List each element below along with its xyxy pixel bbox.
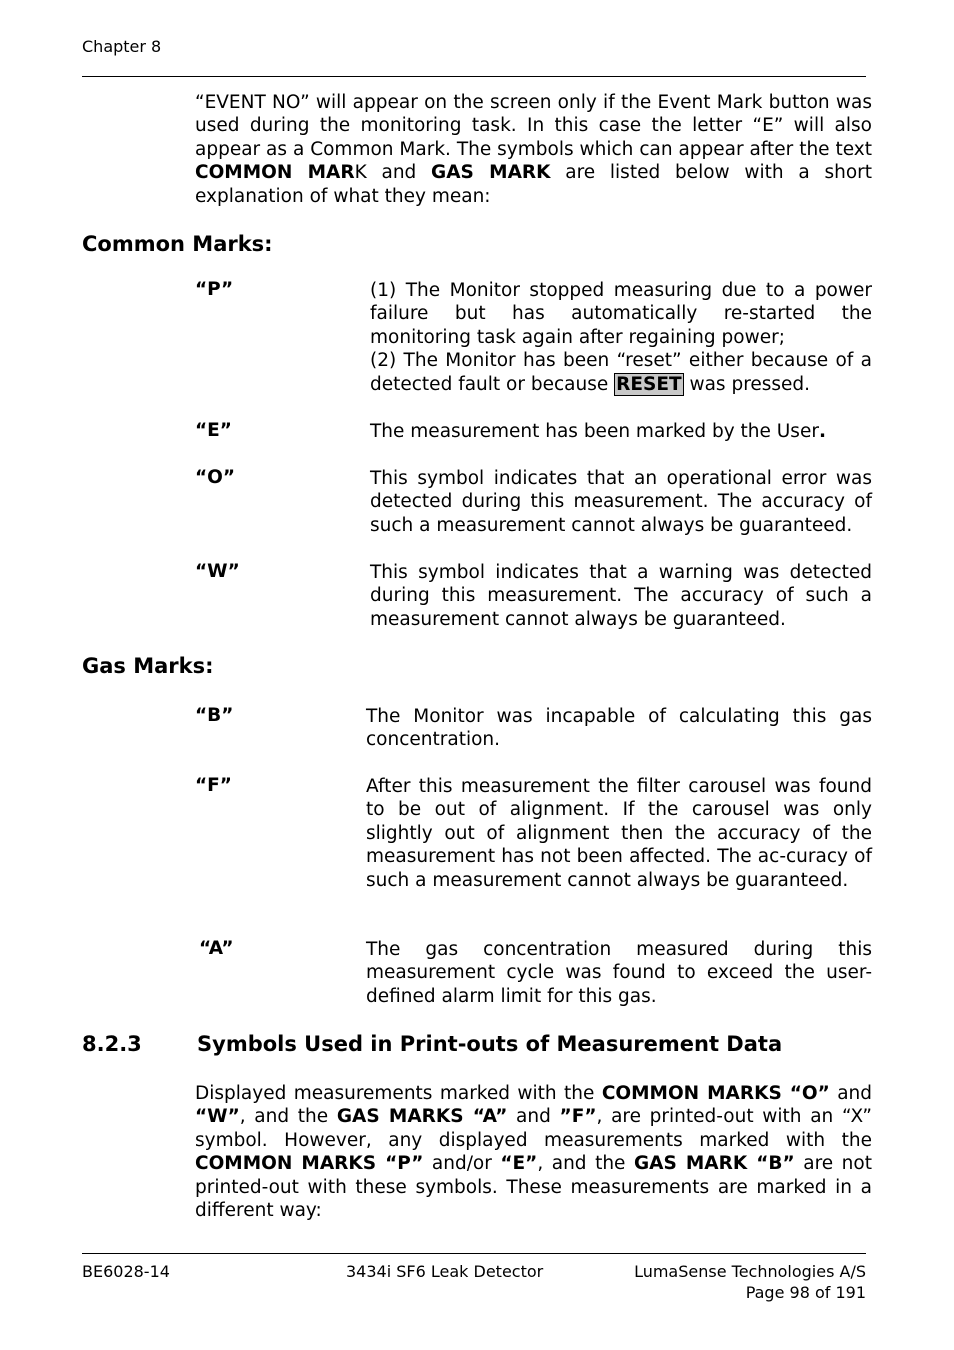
section-paragraph — [195, 1082, 872, 1222]
section-bold-1: COMMON MARKS “O” — [601, 1083, 830, 1104]
symbol-b-description: The Monitor was incapable of calculating this gas concentration. — [366, 706, 872, 751]
section-text-8: are not printed-out with these symbols. These measurements are marked in a different way: — [195, 1153, 872, 1222]
reset-key: RESET — [616, 373, 682, 395]
symbol-p-desc-1: (1) The Monitor stopped measuring due to a power failure but has automatically re-started the monitoring task again after regaining power; — [370, 280, 872, 348]
section-text-1: Displayed measurements marked with the — [195, 1083, 602, 1104]
section-bold-6: “E” — [500, 1153, 538, 1175]
intro-text-2: K and — [354, 162, 432, 184]
symbol-p-desc-2 — [370, 349, 872, 396]
section-text-3: , and the — [239, 1106, 337, 1128]
section-bold-2: “W” — [195, 1106, 240, 1128]
section-bold-5: COMMON MARKS “P” — [195, 1153, 424, 1175]
symbol-p-desc-2-end: was pressed. — [683, 373, 811, 395]
symbol-e-desc-text: The measurement has been marked by the User — [370, 421, 819, 442]
symbol-a: “A” — [199, 938, 234, 959]
symbol-o-description: This symbol indicates that an operational error was detected during this measurement. The accuracy of such a measurement cannot always be guaranteed. — [370, 468, 872, 536]
symbol-a-description: The gas concentration measured during this measurement cycle was found to exceed the user-defined alarm limit for this gas. — [366, 939, 872, 1007]
symbol-e-desc-dot: . — [818, 421, 826, 442]
symbol-f-description: After this measurement the filter carousel was found to be out of alignment. If the carousel was only slightly out of alignment then the accuracy of the measurement has not been affected. The ac-curacy of such a measurement cannot always be guaranteed. — [366, 776, 872, 891]
symbol-p: “P” — [195, 279, 234, 300]
section-bold-3: GAS MARKS “A” — [336, 1106, 508, 1128]
intro-paragraph — [195, 91, 872, 208]
section-text-6: and/or — [423, 1153, 501, 1175]
footer-doc-id: BE6028-14 — [82, 1262, 170, 1281]
section-bold-7: GAS MARK “B” — [633, 1153, 795, 1175]
symbol-w-description: This symbol indicates that a warning was detected during this measurement. The accuracy of such a measurement cannot always be guaranteed. — [370, 562, 872, 630]
intro-bold-common-mark: COMMON MAR — [195, 162, 355, 184]
section-number: 8.2.3 — [82, 1032, 142, 1056]
section-text-2: and — [829, 1083, 872, 1104]
footer-product: 3434i SF6 Leak Detector — [346, 1262, 544, 1281]
header-rule — [82, 76, 866, 77]
symbol-b: “B” — [195, 705, 234, 726]
symbol-o: “O” — [195, 467, 236, 488]
section-bold-4: ”F” — [559, 1106, 597, 1128]
gas-marks-heading: Gas Marks: — [82, 654, 214, 678]
section-text-5: , are printed-out with an “X” symbol. However, any displayed measurements marked with the — [195, 1106, 872, 1151]
symbol-e-description — [370, 420, 872, 443]
symbol-e: “E” — [195, 420, 232, 441]
footer-rule — [82, 1253, 866, 1254]
intro-text-3: are listed below with a short explanation of what they mean: — [195, 162, 873, 207]
footer-page-number: Page 98 of 191 — [745, 1283, 866, 1302]
section-text-7: , and the — [537, 1153, 634, 1175]
intro-bold-gas-mark: GAS MARK — [431, 162, 551, 184]
footer-company: LumaSense Technologies A/S — [634, 1262, 866, 1281]
symbol-w: “W” — [195, 561, 240, 582]
section-text-4: and — [507, 1106, 560, 1128]
symbol-f: “F” — [195, 775, 232, 796]
common-marks-heading: Common Marks: — [82, 232, 273, 256]
symbol-p-desc-2-text: (2) The Monitor has been “reset” either because of a detected fault or because — [370, 350, 872, 395]
intro-text-1: “EVENT NO” will appear on the screen only if the Event Mark button was used during the monitoring task. In this case the letter “E” will also appear as a Common Mark. The symbols which can appear after the text — [195, 92, 872, 160]
section-title: Symbols Used in Print-outs of Measurement Data — [197, 1032, 783, 1056]
chapter-label: Chapter 8 — [82, 37, 162, 56]
symbol-p-description — [370, 279, 872, 396]
